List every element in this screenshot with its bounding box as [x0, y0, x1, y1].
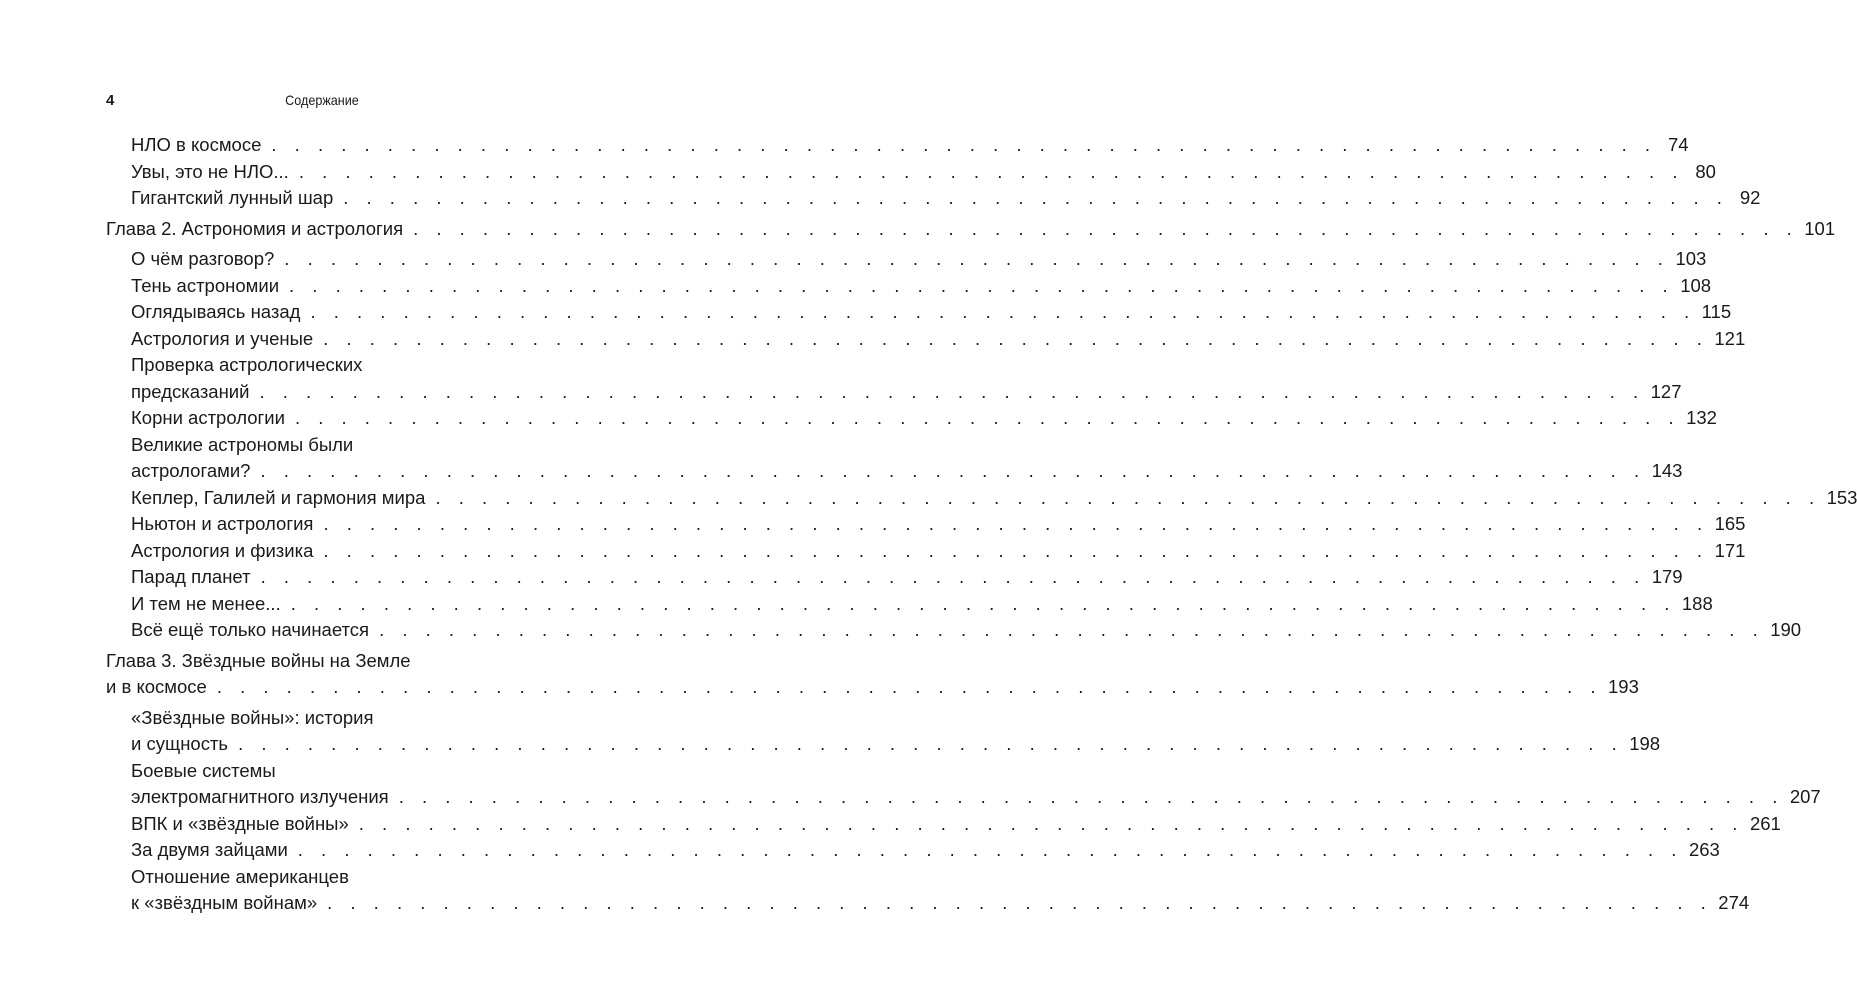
toc-entry-title-line: Глава 3. Звёздные войны на Земле	[106, 649, 411, 671]
dot-leader: . . . . . . . . . . . . . . . . . . . . . . . . . . . . . . . . . . . . . . . . . . . . . . . . . . . . . . . . . . . .	[297, 839, 1683, 860]
toc-entry	[106, 591, 1713, 618]
dot-leader: . . . . . . . . . . . . . . . . . . . . . . . . . . . . . . . . . . . . . . . . . . . . . . . . . . . . . . . . . . . .	[323, 513, 1709, 534]
dot-leader: . . . . . . . . . . . . . . . . . . . . . . . . . . . . . . . . . . . . . . . . . . . . . . . . . . . . . . . . . . . .	[398, 786, 1784, 807]
toc-entry-title: Астрология и физика	[131, 539, 314, 561]
toc-entry-title: О чём разговор?	[131, 248, 275, 269]
toc-entry	[106, 705, 1661, 758]
toc-entry-title: Гигантский лунный шар	[131, 187, 334, 208]
toc-entry	[106, 352, 1682, 405]
dot-leader: . . . . . . . . . . . . . . . . . . . . . . . . . . . . . . . . . . . . . . . . . . . . . . . . . . . . . . . . . . . .	[290, 592, 1676, 614]
toc-entry-title: к «звёздным войнам»	[131, 892, 318, 913]
running-head: Содержание	[285, 92, 359, 108]
toc-entry-title: ВПК и «звёздные войны»	[131, 812, 349, 834]
toc-page-number: 179	[1651, 566, 1683, 587]
toc-page-number: 80	[1695, 160, 1716, 182]
dot-leader: . . . . . . . . . . . . . . . . . . . . . . . . . . . . . . . . . . . . . . . . . . . . . . . . . . . . . . . . . . . .	[413, 217, 1799, 239]
toc-chapter	[106, 648, 1639, 701]
toc-page-number: 207	[1789, 786, 1821, 807]
page-number: 4	[106, 92, 115, 109]
toc-page-number: 101	[1804, 217, 1836, 239]
dot-leader: . . . . . . . . . . . . . . . . . . . . . . . . . . . . . . . . . . . . . . . . . . . . . . . . . . . . . . . . . . . .	[327, 892, 1713, 913]
toc-entry	[106, 246, 1707, 273]
toc-entry	[106, 811, 1781, 838]
toc-page-number: 127	[1650, 380, 1682, 402]
toc-chapter	[106, 216, 1836, 243]
toc-entry-title: Кеплер, Галилей и гармония мира	[131, 486, 426, 508]
toc-page-number: 108	[1680, 274, 1712, 296]
toc-entry-title: За двумя зайцами	[131, 839, 288, 860]
dot-leader: . . . . . . . . . . . . . . . . . . . . . . . . . . . . . . . . . . . . . . . . . . . . . . . . . . . . . . . . . . . .	[298, 160, 1684, 182]
toc-entry-title-line: Великие астрономы были	[131, 433, 354, 455]
dot-leader: . . . . . . . . . . . . . . . . . . . . . . . . . . . . . . . . . . . . . . . . . . . . . . . . . . . . . . . . . . . .	[323, 539, 1709, 561]
toc-page-number: 188	[1681, 592, 1713, 614]
toc-entry	[106, 299, 1732, 326]
toc-entry	[106, 864, 1750, 917]
toc-entry-title: Корни астрологии	[131, 407, 285, 428]
toc-entry	[106, 273, 1712, 300]
toc-entry-title: Всё ещё только начинается	[131, 619, 370, 640]
toc-page-number: 193	[1608, 676, 1639, 697]
toc-entry	[106, 485, 1857, 512]
toc-entry	[106, 405, 1717, 432]
toc-entry-title-line: «Звёздные войны»: история	[131, 706, 374, 728]
dot-leader: . . . . . . . . . . . . . . . . . . . . . . . . . . . . . . . . . . . . . . . . . . . . . . . . . . . . . . . . . . . .	[216, 676, 1602, 697]
toc-page-number: 190	[1770, 619, 1802, 640]
dot-leader: . . . . . . . . . . . . . . . . . . . . . . . . . . . . . . . . . . . . . . . . . . . . . . . . . . . . . . . . . . . .	[260, 566, 1646, 587]
toc-entry	[106, 132, 1689, 159]
toc-entry-title: Астрология и ученые	[131, 327, 314, 349]
toc-entry	[106, 564, 1683, 591]
dot-leader: . . . . . . . . . . . . . . . . . . . . . . . . . . . . . . . . . . . . . . . . . . . . . . . . . . . . . . . . . . . .	[271, 134, 1657, 155]
toc-entry-title: и в космосе	[106, 676, 207, 697]
toc-entry	[106, 159, 1716, 186]
toc-page-number: 165	[1714, 513, 1746, 534]
toc-entry-title-line: Отношение американцев	[131, 865, 349, 887]
dot-leader: . . . . . . . . . . . . . . . . . . . . . . . . . . . . . . . . . . . . . . . . . . . . . . . . . . . . . . . . . . . .	[343, 187, 1729, 208]
dot-leader: . . . . . . . . . . . . . . . . . . . . . . . . . . . . . . . . . . . . . . . . . . . . . . . . . . . . . . . . . . . .	[260, 460, 1646, 481]
toc-entry	[106, 617, 1802, 644]
toc-page-number: 274	[1718, 892, 1750, 913]
toc-entry-title: Парад планет	[131, 566, 251, 587]
toc-entry-title: И тем не менее...	[131, 592, 281, 614]
toc-entry-title: Тень астрономии	[131, 274, 280, 296]
toc-entry-title: и сущность	[131, 733, 229, 754]
toc-entry-title: НЛО в космосе	[131, 134, 262, 155]
toc-page-number: 115	[1701, 301, 1732, 322]
dot-leader: . . . . . . . . . . . . . . . . . . . . . . . . . . . . . . . . . . . . . . . . . . . . . . . . . . . . . . . . . . . .	[379, 619, 1765, 640]
toc-entry-title: Ньютон и астрология	[131, 513, 314, 534]
toc-entry-title: электромагнитного излучения	[131, 786, 389, 807]
table-of-contents	[106, 132, 1857, 917]
toc-page-number: 74	[1667, 134, 1689, 155]
toc-page-number: 132	[1686, 407, 1717, 428]
dot-leader: . . . . . . . . . . . . . . . . . . . . . . . . . . . . . . . . . . . . . . . . . . . . . . . . . . . . . . . . . . . .	[259, 380, 1645, 402]
toc-entry	[106, 432, 1683, 485]
toc-entry-title: Оглядываясь назад	[131, 301, 301, 322]
dot-leader: . . . . . . . . . . . . . . . . . . . . . . . . . . . . . . . . . . . . . . . . . . . . . . . . . . . . . . . . . . . .	[289, 274, 1675, 296]
toc-page-number: 171	[1714, 539, 1746, 561]
toc-entry	[106, 511, 1746, 538]
dot-leader: . . . . . . . . . . . . . . . . . . . . . . . . . . . . . . . . . . . . . . . . . . . . . . . . . . . . . . . . . . . .	[358, 812, 1744, 834]
toc-page-number: 103	[1675, 248, 1707, 269]
dot-leader: . . . . . . . . . . . . . . . . . . . . . . . . . . . . . . . . . . . . . . . . . . . . . . . . . . . . . . . . . . . .	[323, 327, 1709, 349]
toc-page-number: 153	[1826, 486, 1857, 508]
toc-entry-title-line: Проверка астрологических	[131, 354, 363, 375]
toc-entry-title: Увы, это не НЛО...	[131, 160, 289, 182]
toc-entry-title-line: Боевые системы	[131, 759, 276, 781]
toc-entry	[106, 185, 1761, 212]
toc-entry-title: астрологами?	[131, 460, 251, 481]
dot-leader: . . . . . . . . . . . . . . . . . . . . . . . . . . . . . . . . . . . . . . . . . . . . . . . . . . . . . . . . . . . .	[284, 248, 1670, 269]
toc-page-number: 121	[1714, 327, 1746, 349]
toc-entry-title: предсказаний	[131, 380, 250, 402]
toc-page-number: 92	[1739, 187, 1761, 208]
toc-page-number: 263	[1688, 839, 1720, 860]
toc-entry	[106, 538, 1746, 565]
dot-leader: . . . . . . . . . . . . . . . . . . . . . . . . . . . . . . . . . . . . . . . . . . . . . . . . . . . . . . . . . . . .	[310, 301, 1696, 322]
toc-entry	[106, 326, 1746, 353]
toc-page-number: 261	[1749, 812, 1781, 834]
toc-entry-title: Глава 2. Астрономия и астрология	[106, 217, 404, 239]
toc-entry	[106, 758, 1821, 811]
dot-leader: . . . . . . . . . . . . . . . . . . . . . . . . . . . . . . . . . . . . . . . . . . . . . . . . . . . . . . . . . . . .	[435, 486, 1821, 508]
dot-leader: . . . . . . . . . . . . . . . . . . . . . . . . . . . . . . . . . . . . . . . . . . . . . . . . . . . . . . . . . . . .	[238, 733, 1624, 754]
toc-page-number: 198	[1629, 733, 1661, 754]
dot-leader: . . . . . . . . . . . . . . . . . . . . . . . . . . . . . . . . . . . . . . . . . . . . . . . . . . . . . . . . . . . .	[294, 407, 1681, 428]
toc-page-number: 143	[1651, 460, 1683, 481]
toc-entry	[106, 837, 1720, 864]
